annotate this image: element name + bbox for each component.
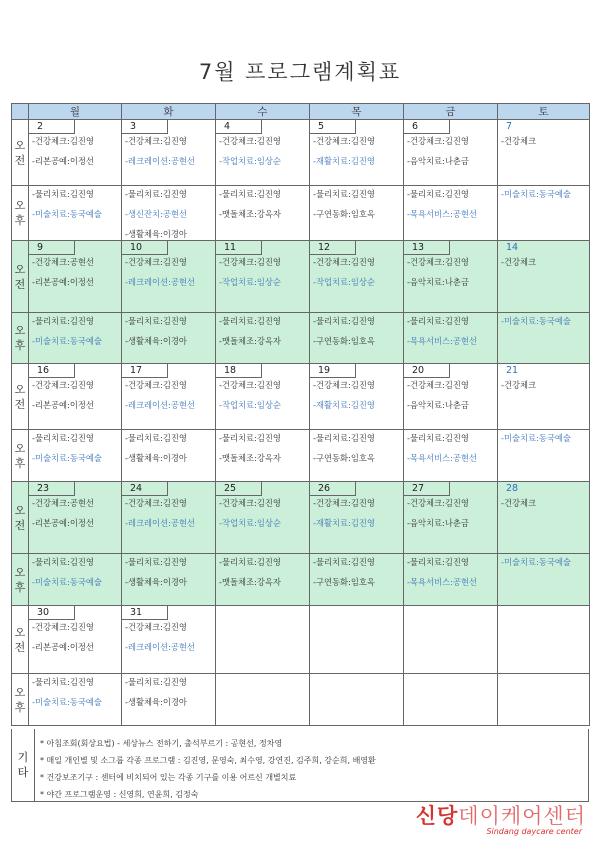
week-3-pm-row <box>12 430 590 482</box>
day-number: 28 <box>506 483 519 494</box>
day-number: 3 <box>122 120 168 134</box>
program-item: -물리치료:김진영 <box>125 557 187 567</box>
program-item: -건강체크:김진영 <box>125 380 187 390</box>
program-item: -리본공예:이정선 <box>32 642 94 652</box>
day-number: 18 <box>216 364 262 378</box>
program-item: -음악치료:나춘금 <box>407 518 469 528</box>
day-cell-am <box>498 241 590 313</box>
day-cell-pm <box>498 186 590 241</box>
day-cell-am <box>404 364 498 430</box>
day-cell-pm <box>404 313 498 364</box>
day-cell-pm <box>404 674 498 726</box>
weekday-mon: 월 <box>29 104 122 120</box>
day-number: 23 <box>29 482 75 496</box>
day-number: 19 <box>310 364 356 378</box>
program-item: -건강체크 <box>501 257 537 267</box>
program-item: -건강체크:김진영 <box>313 257 375 267</box>
program-item: -건강체크:김진영 <box>407 380 469 390</box>
program-item: -물리치료:김진영 <box>407 189 469 199</box>
logo-name: 신당데이케어센터 <box>415 804 586 828</box>
program-item: -미술치료:동국예술 <box>32 336 102 346</box>
program-item: -리본공예:이정선 <box>32 518 94 528</box>
program-item: -건강체크:김진영 <box>125 622 187 632</box>
program-item: -리본공예:이정선 <box>32 400 94 410</box>
program-item: -물리치료:김진영 <box>219 189 281 199</box>
day-cell-pm <box>404 554 498 606</box>
afternoon-label: 오 후 <box>12 430 29 482</box>
day-cell-am <box>404 120 498 186</box>
program-item: -물리치료:김진영 <box>407 316 469 326</box>
program-item: -생신잔치:공현선 <box>125 209 187 219</box>
day-cell-am <box>404 241 498 313</box>
program-item: -재활치료:김진영 <box>313 156 375 166</box>
day-cell-pm <box>216 430 310 482</box>
program-item: -물리치료:김진영 <box>313 189 375 199</box>
day-cell-am <box>310 241 404 313</box>
day-number: 12 <box>310 241 356 255</box>
afternoon-label: 오 후 <box>12 313 29 364</box>
day-cell-am <box>498 606 590 674</box>
day-cell-am <box>216 364 310 430</box>
week-1-pm-row <box>12 186 590 241</box>
program-item: -구연동화:임호옥 <box>313 209 375 219</box>
afternoon-label: 오 후 <box>12 554 29 606</box>
note-line: * 야간 프로그램운영 : 신영희, 연윤희, 김정숙 <box>40 790 199 799</box>
day-cell-am <box>216 120 310 186</box>
day-cell-pm <box>498 430 590 482</box>
program-item: -건강체크:김진영 <box>313 136 375 146</box>
program-item: -건강체크:김진영 <box>125 136 187 146</box>
program-item: -미술치료:동국예술 <box>32 453 102 463</box>
program-item: -레크레이션:공현선 <box>125 642 195 652</box>
day-cell-pm <box>216 313 310 364</box>
day-cell-am <box>122 606 216 674</box>
program-item: -생활체육:이경아 <box>125 229 187 239</box>
program-item: -물리치료:김진영 <box>407 557 469 567</box>
program-item: -리본공예:이정선 <box>32 277 94 287</box>
program-item: -물리치료:김진영 <box>32 677 94 687</box>
week-4-am-row <box>12 482 590 554</box>
program-item: -건강체크:김진영 <box>125 257 187 267</box>
day-cell-pm <box>29 554 122 606</box>
week-5-pm-row <box>12 674 590 726</box>
day-cell-pm <box>29 313 122 364</box>
day-number: 31 <box>122 606 168 620</box>
program-item: -레크레이션:공현선 <box>125 156 195 166</box>
program-item: -맷돌체조:강옥자 <box>219 209 281 219</box>
program-item: -건강체크:김진영 <box>219 380 281 390</box>
notes-label: 기 타 <box>12 729 35 801</box>
note-line: * 건강보조기구 : 센터에 비치되어 있는 각종 기구를 이용 어르신 개별치료 <box>40 773 297 782</box>
day-number: 2 <box>29 120 75 134</box>
program-item: -구연동화:임호옥 <box>313 577 375 587</box>
day-number: 13 <box>404 241 450 255</box>
program-item: -건강체크:김진영 <box>313 380 375 390</box>
morning-label: 오 전 <box>12 120 29 186</box>
program-item: -레크레이션:공현선 <box>125 277 195 287</box>
day-number: 17 <box>122 364 168 378</box>
program-item: -생활체육:이경아 <box>125 453 187 463</box>
day-cell-pm <box>216 554 310 606</box>
day-cell-am <box>29 241 122 313</box>
note-line: * 아침조회(회상요법) - 세상뉴스 전하기, 출석부르기 : 공현선, 정차영 <box>40 739 283 748</box>
day-cell-pm <box>498 674 590 726</box>
program-item: -물리치료:김진영 <box>219 557 281 567</box>
day-number: 21 <box>506 365 519 376</box>
day-number: 10 <box>122 241 168 255</box>
program-item: -생활체육:이경아 <box>125 697 187 707</box>
program-item: -건강체크:김진영 <box>32 380 94 390</box>
week-2-am-row <box>12 241 590 313</box>
day-cell-am <box>498 482 590 554</box>
day-cell-pm <box>404 430 498 482</box>
program-item: -맷돌체조:강옥자 <box>219 577 281 587</box>
note-line: * 매일 개인별 및 소그룹 각종 프로그램 : 김진영, 문영숙, 최수영, 강연진, 김주희, 강순희, 배영환 <box>40 756 376 765</box>
day-cell-pm <box>498 554 590 606</box>
weekday-fri: 금 <box>404 104 498 120</box>
program-item: -맷돌체조:강옥자 <box>219 336 281 346</box>
week-3-am-row <box>12 364 590 430</box>
day-cell-am <box>122 364 216 430</box>
program-item: -물리치료:김진영 <box>32 557 94 567</box>
day-cell-am <box>310 364 404 430</box>
program-item: -건강체크 <box>501 380 537 390</box>
program-item: -건강체크:김진영 <box>125 498 187 508</box>
day-number: 26 <box>310 482 356 496</box>
program-item: -구연동화:임호옥 <box>313 336 375 346</box>
day-cell-pm <box>216 186 310 241</box>
notes-section <box>11 729 589 802</box>
program-item: -미술치료:동국예술 <box>501 316 571 326</box>
program-item: -물리치료:김진영 <box>125 316 187 326</box>
day-number: 14 <box>506 242 519 253</box>
day-cell-am <box>216 241 310 313</box>
day-cell-pm <box>122 674 216 726</box>
program-item: -건강체크:김진영 <box>32 136 94 146</box>
weekday-thu: 목 <box>310 104 404 120</box>
morning-label: 오 전 <box>12 241 29 313</box>
program-item: -물리치료:김진영 <box>313 433 375 443</box>
program-item: -건강체크:공현선 <box>32 498 94 508</box>
day-cell-pm <box>310 430 404 482</box>
program-item: -레크레이션:공현선 <box>125 518 195 528</box>
day-cell-pm <box>310 674 404 726</box>
program-item: -건강체크:김진영 <box>407 257 469 267</box>
page-title: 7월 프로그램계획표 <box>198 60 402 84</box>
program-item: -목욕서비스:공현선 <box>407 453 477 463</box>
day-cell-pm <box>122 313 216 364</box>
day-number: 20 <box>404 364 450 378</box>
program-item: -건강체크 <box>501 136 537 146</box>
day-number: 7 <box>506 121 513 132</box>
day-cell-am <box>29 482 122 554</box>
day-cell-am <box>498 120 590 186</box>
day-cell-pm <box>29 430 122 482</box>
day-cell-am <box>310 482 404 554</box>
program-item: -건강체크:김진영 <box>313 498 375 508</box>
day-cell-pm <box>29 674 122 726</box>
day-cell-am <box>122 482 216 554</box>
program-item: -건강체크:김진영 <box>219 498 281 508</box>
program-item: -미술치료:동국예술 <box>501 557 571 567</box>
day-cell-pm <box>216 674 310 726</box>
morning-label: 오 전 <box>12 364 29 430</box>
program-item: -물리치료:김진영 <box>32 316 94 326</box>
program-item: -레크레이션:공현선 <box>125 400 195 410</box>
day-cell-am <box>216 482 310 554</box>
program-item: -물리치료:김진영 <box>313 557 375 567</box>
day-cell-pm <box>122 554 216 606</box>
program-item: -작업치료:임상순 <box>219 400 281 410</box>
program-item: -음악치료:나춘금 <box>407 277 469 287</box>
week-1-am-row <box>12 120 590 186</box>
program-item: -물리치료:김진영 <box>219 316 281 326</box>
weekday-tue: 화 <box>122 104 216 120</box>
program-item: -작업치료:임상순 <box>219 156 281 166</box>
day-cell-am <box>310 606 404 674</box>
day-cell-pm <box>122 430 216 482</box>
week-5-am-row <box>12 606 590 674</box>
program-item: -재활치료:김진영 <box>313 400 375 410</box>
program-item: -음악치료:나춘금 <box>407 156 469 166</box>
program-item: -미술치료:동국예술 <box>32 577 102 587</box>
day-number: 6 <box>404 120 450 134</box>
day-cell-pm <box>404 186 498 241</box>
morning-label: 오 전 <box>12 482 29 554</box>
program-item: -작업치료:임상순 <box>313 277 375 287</box>
program-item: -물리치료:김진영 <box>125 677 187 687</box>
day-number: 27 <box>404 482 450 496</box>
day-cell-am <box>29 364 122 430</box>
morning-label: 오 전 <box>12 606 29 674</box>
day-cell-am <box>216 606 310 674</box>
program-item: -목욕서비스:공현선 <box>407 577 477 587</box>
program-calendar <box>11 103 590 726</box>
program-item: -건강체크:김진영 <box>32 622 94 632</box>
program-item: -건강체크:공현선 <box>32 257 94 267</box>
day-cell-am <box>122 120 216 186</box>
program-item: -음악치료:나춘금 <box>407 400 469 410</box>
day-cell-am <box>310 120 404 186</box>
day-cell-pm <box>29 186 122 241</box>
program-item: -물리치료:김진영 <box>125 433 187 443</box>
program-item: -미술치료:동국예술 <box>32 209 102 219</box>
day-number: 9 <box>29 241 75 255</box>
program-item: -생활체육:이경아 <box>125 577 187 587</box>
day-cell-am <box>404 482 498 554</box>
program-item: -물리치료:김진영 <box>219 433 281 443</box>
weekday-header-row <box>12 104 590 120</box>
program-item: -물리치료:김진영 <box>407 433 469 443</box>
program-item: -물리치료:김진영 <box>32 189 94 199</box>
day-cell-pm <box>310 554 404 606</box>
day-cell-pm <box>310 186 404 241</box>
notes-lines <box>40 735 376 803</box>
program-item: -건강체크 <box>501 498 537 508</box>
day-cell-am <box>404 606 498 674</box>
program-item: -물리치료:김진영 <box>32 433 94 443</box>
day-number: 4 <box>216 120 262 134</box>
day-number: 25 <box>216 482 262 496</box>
program-item: -맷돌체조:강옥자 <box>219 453 281 463</box>
weekday-wed: 수 <box>216 104 310 120</box>
program-item: -구연동화:임호옥 <box>313 453 375 463</box>
day-cell-am <box>498 364 590 430</box>
program-item: -작업치료:임상순 <box>219 277 281 287</box>
day-cell-pm <box>498 313 590 364</box>
week-4-pm-row <box>12 554 590 606</box>
day-number: 16 <box>29 364 75 378</box>
program-item: -물리치료:김진영 <box>313 316 375 326</box>
program-item: -건강체크:김진영 <box>407 136 469 146</box>
day-cell-pm <box>122 186 216 241</box>
header-corner <box>12 104 29 120</box>
program-item: -미술치료:동국예술 <box>501 189 571 199</box>
program-item: -재활치료:김진영 <box>313 518 375 528</box>
logo-english: Sindang daycare center <box>486 827 582 836</box>
day-cell-am <box>29 120 122 186</box>
program-item: -목욕서비스:공현선 <box>407 209 477 219</box>
program-item: -건강체크:김진영 <box>407 498 469 508</box>
weekday-sat: 토 <box>498 104 590 120</box>
afternoon-label: 오 후 <box>12 186 29 241</box>
day-number: 30 <box>29 606 75 620</box>
program-item: -건강체크:김진영 <box>219 257 281 267</box>
program-item: -미술치료:동국예술 <box>501 433 571 443</box>
day-number: 5 <box>310 120 356 134</box>
program-item: -물리치료:김진영 <box>125 189 187 199</box>
day-cell-am <box>29 606 122 674</box>
week-2-pm-row <box>12 313 590 364</box>
program-item: -건강체크:김진영 <box>219 136 281 146</box>
day-cell-pm <box>310 313 404 364</box>
day-number: 24 <box>122 482 168 496</box>
afternoon-label: 오 후 <box>12 674 29 726</box>
program-item: -미술치료:동국예술 <box>32 697 102 707</box>
program-item: -작업치료:임상순 <box>219 518 281 528</box>
day-number: 11 <box>216 241 262 255</box>
program-item: -목욕서비스:공현선 <box>407 336 477 346</box>
day-cell-am <box>122 241 216 313</box>
center-logo <box>416 800 586 836</box>
program-item: -리본공예:이정선 <box>32 156 94 166</box>
program-item: -생활체육:이경아 <box>125 336 187 346</box>
